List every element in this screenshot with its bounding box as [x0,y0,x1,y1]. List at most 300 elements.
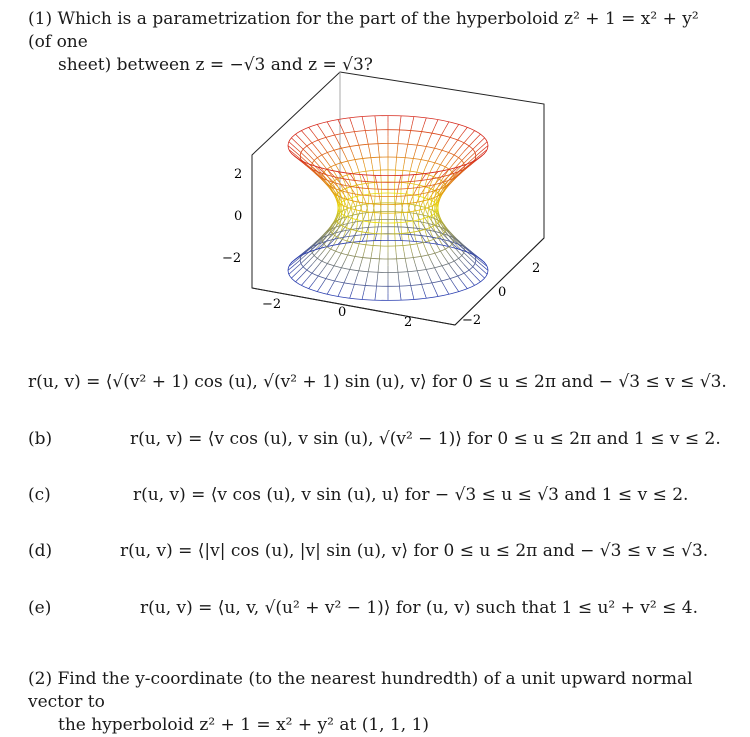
meridian-segment [336,165,340,171]
meridian-segment [314,134,319,140]
meridian-segment [449,264,453,270]
y-tick-neg2: −2 [462,313,481,328]
meridian-segment [365,131,367,138]
meridian-segment [397,266,398,273]
meridian-segment [435,268,438,275]
meridian-segment [361,258,363,265]
meridian-segment [296,134,302,140]
meridian-segment [362,117,364,124]
meridian-segment [469,270,475,276]
meridian-segment [309,282,314,288]
meridian-segment [396,157,397,164]
meridian-segment [396,164,397,170]
meridian-segment [364,213,366,217]
meridian-segment [441,159,445,165]
meridian-segment [322,255,327,261]
meridian-segment [421,256,423,262]
meridian-segment [437,245,441,251]
meridian-segment [422,284,424,291]
meridian-segment [303,149,309,155]
meridian-segment [336,245,340,251]
meridian-segment [431,148,434,154]
meridian-segment [426,249,429,255]
meridian-segment [351,243,353,249]
meridian-segment [370,258,371,265]
meridian-segment [332,159,336,165]
meridian-segment [415,264,417,271]
meridian-segment [444,257,448,263]
meridian-segment [355,160,357,166]
option-d-text: r(u, v) = ⟨|v| cos (u), |v| sin (u), v⟩ for 0 ≤ u ≤ 2π and − √3 ≤ v ≤ √3. [120,541,708,561]
question-1-line-1: (1) Which is a parametrization for the part of the hyperboloid z² + 1 = x² + y² (of one [28,8,718,54]
meridian-segment [426,269,429,276]
meridian-segment [352,284,354,291]
meridian-segment [408,233,409,239]
meridian-segment [424,209,425,214]
meridian-segment [435,290,438,297]
meridian-segment [327,122,331,129]
meridian-segment [301,140,307,146]
meridian-segment [309,256,314,262]
meridian-segment [459,267,464,273]
meridian-segment [424,291,426,298]
meridian-segment [363,251,365,257]
meridian-segment [479,272,485,278]
meridian-segment [377,137,378,144]
meridian-segment [301,270,307,276]
meridian-segment [429,241,432,247]
meridian-segment [419,132,421,139]
meridian-segment [322,279,326,286]
meridian-segment [322,131,326,138]
meridian-segment [400,179,401,183]
meridian-segment [378,223,379,227]
meridian-segment [408,204,409,209]
meridian-segment [403,164,404,170]
meridian-segment [397,259,398,266]
option-e-text: r(u, v) = ⟨u, v, √(u² + v² − 1)⟩ for (u, v) such that 1 ≤ u² + v² ≤ 4. [140,598,698,618]
meridian-segment [462,256,467,262]
meridian-segment [453,270,458,276]
meridian-segment [419,185,420,191]
meridian-segment [423,243,425,249]
meridian-segment [295,263,301,268]
meridian-segment [345,155,348,161]
meridian-segment [350,263,353,270]
meridian-segment [412,251,414,257]
meridian-segment [402,208,403,212]
meridian-segment [419,250,421,256]
meridian-segment [441,281,445,288]
meridian-segment [367,138,368,145]
meridian-segment [326,137,330,143]
meridian-segment [454,285,458,292]
option-a-text: r(u, v) = ⟨√(v² + 1) cos (u), √(v² + 1) sin (u), v⟩ for 0 ≤ u ≤ 2π and − √3 ≤ v ≤ √3. [28,372,727,392]
meridian-segment [366,171,367,177]
meridian-segment [413,184,414,190]
y-tick-2: 2 [532,261,540,276]
meridian-segment [417,139,419,146]
meridian-segment [331,281,335,288]
meridian-segment [400,175,401,178]
meridian-segment [432,283,435,290]
meridian-segment [350,118,352,125]
meridian-segment [332,251,336,257]
meridian-segment [458,134,463,140]
meridian-segment [438,135,442,142]
meridian-segment [429,169,432,175]
meridian-segment [411,124,413,131]
meridian-segment [326,161,330,167]
meridian-segment [307,146,312,152]
meridian-segment [317,149,322,155]
meridian-segment [450,255,455,261]
meridian-segment [473,267,479,273]
meridian-segment [479,138,485,144]
meridian-segment [481,269,487,275]
meridian-segment [396,212,397,216]
meridian-segment [380,246,381,252]
meridian-segment [396,197,397,201]
meridian-segment [327,288,331,295]
meridian-segment [378,189,379,193]
meridian-segment [411,285,413,292]
meridian-segment [368,265,369,272]
meridian-segment [297,267,303,273]
meridian-segment [376,123,377,130]
meridian-segment [379,197,380,201]
meridian-segment [475,276,481,282]
meridian-segment [410,245,412,251]
meridian-segment [438,150,442,156]
meridian-segment [377,227,378,231]
y-tick-0: 0 [498,285,506,300]
meridian-segment [348,161,351,167]
meridian-segment [361,152,363,159]
meridian-segment [432,163,435,169]
meridian-segment [454,158,459,164]
meridian-segment [371,158,372,165]
meridian-segment [457,161,462,167]
meridian-segment [475,134,481,140]
meridian-segment [408,227,409,231]
meridian-segment [347,269,350,276]
option-d-label: (d) [28,541,52,561]
meridian-segment [454,261,459,267]
meridian-segment [334,150,338,156]
meridian-segment [435,157,439,163]
meridian-segment [344,276,347,283]
meridian-segment [379,259,380,266]
meridian-segment [446,272,450,278]
meridian-segment [307,264,312,270]
meridian-segment [423,167,425,173]
meridian-segment [424,118,426,125]
meridian-segment [309,155,314,161]
meridian-segment [359,145,361,152]
meridian-segment [459,152,464,158]
meridian-segment [404,216,405,220]
meridian-segment [338,268,341,275]
hyperboloid-surface [288,116,488,301]
meridian-segment [356,225,357,231]
meridian-segment [442,266,446,272]
meridian-segment [399,279,400,286]
meridian-segment [367,233,368,239]
option-e-label: (e) [28,598,51,618]
meridian-segment [438,260,442,266]
meridian-segment [462,155,467,161]
meridian-segment [459,258,464,264]
question-2-line-1: (2) Find the y-coordinate (to the nearest hundredth) of a unit upward normal vector to [28,668,718,714]
meridian-segment [370,151,371,158]
meridian-segment [309,127,314,133]
meridian-segment [404,252,405,258]
meridian-segment [331,167,335,173]
meridian-segment [462,127,467,133]
meridian-segment [428,155,431,161]
meridian-segment [344,169,347,175]
question-2 [28,668,718,737]
meridian-segment [365,279,367,286]
meridian-segment [366,239,367,245]
meridian-segment [464,273,469,279]
meridian-segment [291,138,297,144]
meridian-segment [396,246,397,252]
meridian-segment [301,131,306,137]
meridian-segment [467,149,473,155]
meridian-segment [379,151,380,158]
meridian-segment [424,263,427,270]
question-2-line-2: the hyperboloid z² + 1 = x² + y² at (1, 1, 1) [28,714,718,737]
meridian-segment [408,185,409,189]
meridian-segment [377,186,378,190]
meridian-segment [431,201,432,206]
meridian-segment [410,199,412,203]
meridian-segment [377,130,378,137]
meridian-segment [294,260,300,265]
meridian-segment [429,133,432,140]
meridian-segment [345,255,348,261]
meridian-segment [354,132,356,139]
meridian-segment [357,166,359,172]
meridian-segment [289,142,295,148]
meridian-segment [376,286,377,293]
meridian-segment [408,138,409,145]
meridian-segment [344,241,347,247]
meridian-segment [435,120,438,127]
meridian-segment [347,140,350,147]
meridian-segment [314,276,319,282]
question-1-line-2: sheet) between z = −√3 and z = √3? [28,54,718,77]
meridian-segment [415,145,417,152]
meridian-segment [296,276,302,282]
meridian-segment [469,279,474,285]
meridian-segment [375,237,376,240]
meridian-segment [317,124,321,130]
meridian-segment [417,166,419,172]
meridian-segment [327,257,331,263]
meridian-segment [400,116,401,123]
meridian-segment [318,270,323,276]
meridian-segment [357,271,359,278]
meridian-segment [400,123,401,130]
meridian-segment [398,272,399,279]
meridian-segment [317,253,322,259]
meridian-segment [473,144,479,150]
meridian-segment [379,252,380,259]
meridian-segment [449,146,453,152]
meridian-segment [375,116,376,123]
meridian-segment [396,216,397,220]
meridian-segment [398,186,399,190]
meridian-segment [364,245,366,251]
meridian-segment [441,251,445,257]
meridian-segment [307,137,312,143]
meridian-segment [397,189,398,193]
meridian-segment [334,260,338,266]
meridian-segment [359,264,361,271]
meridian-segment [317,261,322,267]
meridian-segment [380,212,381,216]
meridian-segment [312,267,317,273]
meridian-segment [363,159,365,165]
meridian-segment [404,196,405,200]
meridian-segment [428,255,431,261]
meridian-segment [331,243,335,249]
meridian-segment [330,144,334,150]
meridian-segment [406,265,407,272]
meridian-segment [307,273,312,279]
meridian-segment [431,195,432,200]
meridian-segment [351,167,353,173]
meridian-segment [400,286,401,293]
meridian-segment [467,261,473,267]
meridian-segment [400,237,401,240]
hyperboloid-figure [200,60,560,340]
meridian-segment [380,164,381,170]
meridian-segment [331,129,335,136]
meridian-segment [301,279,306,285]
meridian-segment [376,179,377,183]
meridian-segment [445,249,449,255]
meridian-segment [326,249,330,255]
meridian-segment [317,285,321,292]
z-tick-neg2: −2 [222,251,241,266]
meridian-segment [312,143,317,149]
meridian-segment [367,185,368,189]
meridian-segment [354,278,356,285]
meridian-segment [341,127,344,134]
meridian-segment [432,247,435,253]
meridian-segment [413,226,414,232]
meridian-segment [397,144,398,151]
meridian-segment [367,177,368,183]
meridian-segment [464,137,469,143]
meridian-segment [464,264,469,270]
meridian-segment [459,143,464,149]
meridian-segment [419,225,420,231]
meridian-segment [326,272,330,278]
meridian-segment [457,250,462,256]
meridian-segment [352,125,354,132]
meridian-segment [399,130,400,137]
meridian-segment [409,171,410,177]
meridian-segment [441,167,445,173]
meridian-segment [314,250,319,256]
meridian-segment [415,172,417,178]
meridian-segment [405,151,406,158]
meridian-segment [335,274,339,281]
meridian-segment [341,283,344,290]
meridian-segment [469,140,475,146]
meridian-segment [454,124,458,130]
meridian-segment [450,155,455,161]
meridian-segment [441,129,445,136]
meridian-segment [441,243,445,249]
meridian-segment [405,258,406,265]
meridian-segment [353,153,355,159]
meridian-segment [364,285,366,292]
option-b-label: (b) [28,429,52,449]
meridian-segment [404,158,405,165]
meridian-segment [408,177,409,183]
meridian-segment [364,199,366,203]
meridian-segment [376,234,377,238]
meridian-segment [421,153,423,159]
meridian-segment [481,142,487,148]
meridian-segment [364,124,366,131]
meridian-segment [450,279,454,286]
meridian-segment [373,208,374,212]
meridian-segment [371,252,372,258]
meridian-segment [408,272,409,279]
meridian-segment [445,122,449,129]
meridian-segment [397,151,398,158]
meridian-segment [409,131,411,138]
meridian-segment [372,164,373,170]
meridian-segment [338,290,341,297]
meridian-segment [435,142,438,149]
meridian-segment [426,161,429,167]
meridian-segment [375,175,376,178]
x-tick-0: 0 [338,305,346,320]
meridian-segment [368,144,369,151]
meridian-segment [410,213,412,217]
meridian-segment [289,269,295,275]
meridian-segment [378,266,379,273]
x-tick-neg2: −2 [262,297,281,312]
meridian-segment [367,227,368,231]
meridian-segment [400,293,401,300]
option-c-text: r(u, v) = ⟨v cos (u), v sin (u), u⟩ for − √3 ≤ u ≤ √3 and 1 ≤ v ≤ 2. [133,485,688,505]
meridian-segment [469,131,474,137]
meridian-segment [438,274,442,281]
meridian-segment [379,157,380,164]
meridian-segment [378,144,379,151]
meridian-segment [323,146,327,152]
meridian-segment [317,158,322,164]
meridian-segment [380,200,381,204]
meridian-segment [371,216,372,220]
meridian-segment [406,144,407,151]
meridian-segment [362,226,363,232]
meridian-segment [312,152,317,158]
meridian-segment [367,272,368,279]
meridian-segment [431,261,434,267]
meridian-segment [364,165,366,171]
meridian-segment [372,246,373,252]
